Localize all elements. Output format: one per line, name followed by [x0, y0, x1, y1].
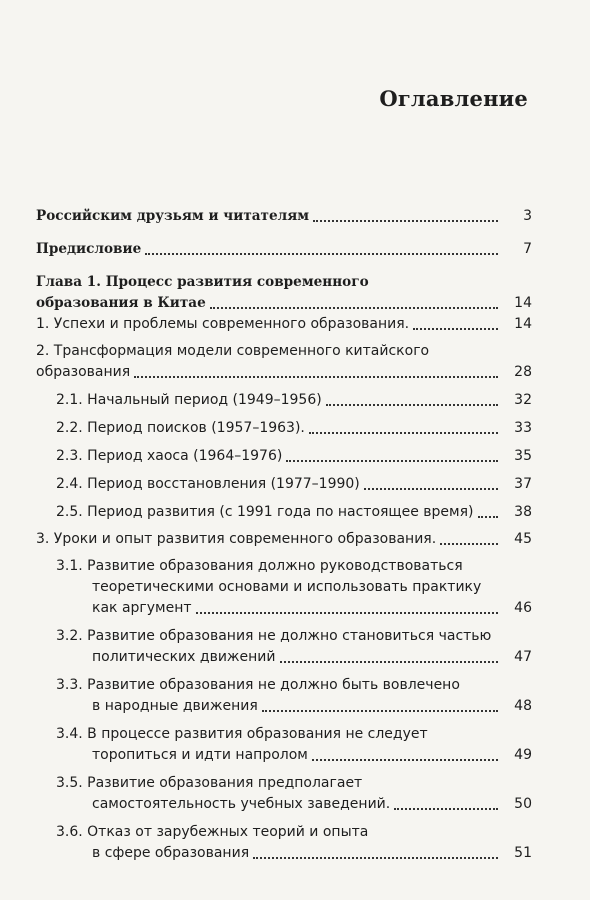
toc-entry-text-line2: самостоятельность учебных заведений. — [92, 796, 391, 812]
toc-entry-preface — [36, 239, 532, 260]
toc-entry-3-1 — [36, 556, 532, 619]
dot-leader — [286, 459, 498, 462]
toc-entry-text-line1: 2. Трансформация модели современного китайского — [36, 343, 430, 359]
toc-entry-section-1 — [36, 314, 532, 335]
toc-entry-text-line2: в сфере образования — [92, 845, 250, 861]
toc-entry-text-line2: торопиться и идти напролом — [92, 747, 308, 763]
toc-entry-2-3 — [36, 446, 532, 467]
toc-page-number: 48 — [514, 698, 532, 714]
dot-leader — [313, 219, 498, 222]
dot-leader — [134, 375, 498, 378]
toc-entry-section-3 — [36, 529, 532, 550]
dot-leader — [440, 542, 498, 545]
toc-entry-text-line2: в народные движения — [92, 698, 258, 714]
dot-leader — [394, 807, 498, 810]
toc-entry-text: 2.3. Период хаоса (1964–1976) — [56, 448, 283, 464]
toc-page-number: 32 — [514, 392, 532, 408]
dot-leader — [312, 758, 498, 761]
toc-entry-2-5 — [36, 502, 532, 523]
toc-entry-text-line3: как аргумент — [92, 600, 192, 616]
toc-entry-text-line1: Глава 1. Процесс развития современного — [36, 274, 369, 290]
toc-entry-2-4 — [36, 474, 532, 495]
toc-page-number: 14 — [514, 295, 532, 311]
dot-leader — [309, 431, 498, 434]
toc-page-number: 28 — [514, 364, 532, 380]
toc-entry-text-line2: теоретическими основами и использовать практику — [92, 579, 482, 595]
dot-leader — [253, 856, 498, 859]
toc-page-number: 45 — [514, 531, 532, 547]
toc-entry-text: 2.1. Начальный период (1949–1956) — [56, 392, 322, 408]
toc-page-number: 37 — [514, 476, 532, 492]
toc-entry-3-2 — [36, 626, 532, 668]
toc-entry-3-3 — [36, 675, 532, 717]
toc-entry-text-line2: политических движений — [92, 649, 276, 665]
dot-leader — [280, 660, 499, 663]
toc-page-number: 47 — [514, 649, 532, 665]
toc-page-number: 49 — [514, 747, 532, 763]
dot-leader — [364, 487, 498, 490]
toc-entry-text-line1: 3.2. Развитие образования не должно становиться частью — [56, 628, 492, 644]
dot-leader — [326, 403, 498, 406]
toc-entry-text: 2.5. Период развития (с 1991 года по настоящее время) — [56, 504, 474, 520]
toc-entry-chapter-1 — [36, 272, 532, 314]
dot-leader — [262, 709, 498, 712]
dot-leader — [478, 515, 499, 518]
toc-page-number: 14 — [514, 316, 532, 332]
toc-page-number: 3 — [523, 208, 532, 224]
toc-page-number: 51 — [514, 845, 532, 861]
toc-entry-text: 2.4. Период восстановления (1977–1990) — [56, 476, 360, 492]
dot-leader — [413, 327, 498, 330]
toc-entry-text: 2.2. Период поисков (1957–1963). — [56, 420, 305, 436]
toc-entry-text-line2: образования — [36, 364, 131, 380]
dot-leader — [210, 306, 498, 309]
toc-entry-text-line1: 3.4. В процессе развития образования не следует — [56, 726, 428, 742]
toc-entry-text: 3. Уроки и опыт развития современного образования. — [36, 531, 437, 547]
toc-entry-3-4 — [36, 724, 532, 766]
toc-entry-russian-friends — [36, 206, 532, 227]
toc-entry-text: Российским друзьям и читателям — [36, 208, 310, 224]
toc-entry-section-2 — [36, 341, 532, 383]
toc-entry-text: 1. Успехи и проблемы современного образования. — [36, 316, 410, 332]
toc-page-number: 35 — [514, 448, 532, 464]
toc-entry-3-6 — [36, 822, 532, 864]
toc-entry-text-line1: 3.6. Отказ от зарубежных теорий и опыта — [56, 824, 369, 840]
toc-entry-2-1 — [36, 390, 532, 411]
table-of-contents — [36, 206, 532, 864]
toc-page-number: 38 — [514, 504, 532, 520]
toc-entry-text-line1: 3.1. Развитие образования должно руководствоваться — [56, 558, 463, 574]
toc-entry-text-line2: образования в Китае — [36, 295, 206, 311]
toc-entry-text-line1: 3.5. Развитие образования предполагает — [56, 775, 363, 791]
dot-leader — [145, 252, 498, 255]
toc-page-number: 50 — [514, 796, 532, 812]
toc-entry-3-5 — [36, 773, 532, 815]
toc-page-number: 7 — [523, 241, 532, 257]
dot-leader — [196, 611, 498, 614]
page-title: Оглавление — [379, 86, 528, 111]
toc-entry-text-line1: 3.3. Развитие образования не должно быть вовлечено — [56, 677, 460, 693]
toc-entry-2-2 — [36, 418, 532, 439]
toc-page-number: 46 — [514, 600, 532, 616]
toc-entry-text: Предисловие — [36, 241, 142, 257]
toc-page-number: 33 — [514, 420, 532, 436]
